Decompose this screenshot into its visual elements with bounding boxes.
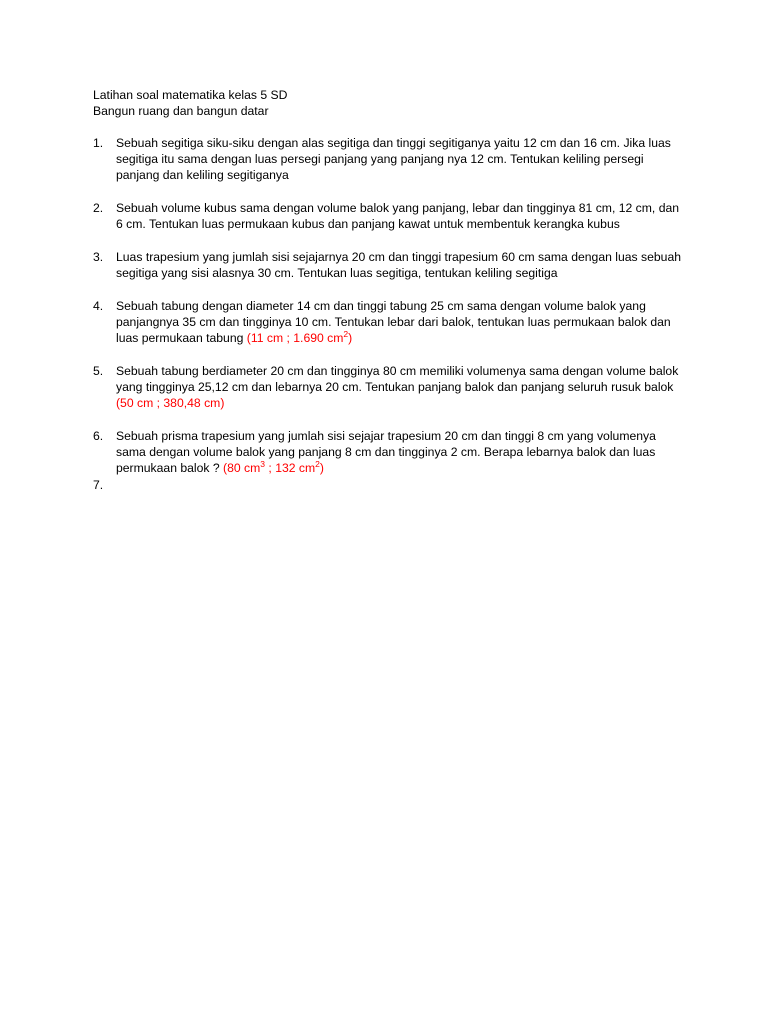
question-item-2 [93, 200, 683, 232]
answer-superscript: 3 [260, 458, 266, 469]
question-text: Sebuah tabung berdiameter 20 cm dan tingginya 80 cm memiliki volumenya sama dengan volume balok yang tingginya 25,12 cm dan lebarnya 20 cm. Tentukan panjang balok dan panjang seluruh rusuk balok [116, 364, 679, 394]
question-text: Sebuah volume kubus sama dengan volume balok yang panjang, lebar dan tingginya 81 cm, 12 cm, dan 6 cm. Tentukan luas permukaan kubus dan panjang kawat untuk membentuk kerangka kubus [116, 201, 680, 231]
question-number: 4. [93, 299, 104, 313]
question-item-3 [93, 249, 683, 281]
answer-part: (80 cm [223, 461, 261, 475]
question-item-7 [93, 477, 683, 493]
answer-part: ; 132 cm [265, 461, 316, 475]
document-header [93, 87, 287, 119]
question-item-1 [93, 135, 683, 183]
question-text: Luas trapesium yang jumlah sisi sejajarnya 20 cm dan tinggi trapesium 60 cm sama dengan luas sebuah segitiga yang sisi alasnya 30 cm. Tentukan luas segitiga, tentukan keliling segitiga [116, 250, 681, 280]
question-text [116, 478, 119, 492]
question-item-5 [93, 363, 683, 411]
answer-superscript: 2 [315, 458, 320, 469]
answer-part: ) [348, 331, 353, 345]
answer-part: ) [319, 461, 324, 475]
question-number: 2. [93, 201, 104, 215]
question-number: 1. [93, 136, 104, 150]
question-number: 3. [93, 250, 104, 264]
question-number: 6. [93, 429, 104, 443]
answer-superscript: 2 [343, 328, 349, 339]
answer-part: (11 cm ; 1.690 cm [246, 331, 344, 345]
question-text: Sebuah segitiga siku-siku dengan alas segitiga dan tinggi segitiganya yaitu 12 cm dan 16 cm. Jika luas segitiga itu sama dengan luas persegi panjang yang panjang nya 12 cm. Tentukan keliling persegi panjang dan keliling segitiganya [116, 136, 671, 182]
question-text: Sebuah tabung dengan diameter 14 cm dan tinggi tabung 25 cm sama dengan volume balok yang panjangnya 35 cm dan tingginya 10 cm. Tentukan lebar dari balok, tentukan luas permukaan balok dan luas permukaan tabung [116, 299, 671, 345]
question-number: 7. [93, 478, 104, 492]
question-item-4 [93, 298, 683, 346]
answer-key [223, 458, 324, 475]
document-title: Latihan soal matematika kelas 5 SD [93, 88, 288, 102]
answer-key: (50 cm ; 380,48 cm) [116, 396, 225, 410]
question-number: 5. [93, 364, 104, 378]
question-text: Sebuah prisma trapesium yang jumlah sisi sejajar trapesium 20 cm dan tinggi 8 cm yang volumenya sama dengan volume balok yang panjang 8 cm dan tingginya 2 cm. Berapa lebarnya balok dan luas permukaan balok ? [116, 429, 656, 475]
answer-key [246, 328, 353, 345]
document-subtitle: Bangun ruang dan bangun datar [93, 104, 269, 118]
question-list [93, 135, 683, 493]
question-item-6 [93, 428, 683, 476]
